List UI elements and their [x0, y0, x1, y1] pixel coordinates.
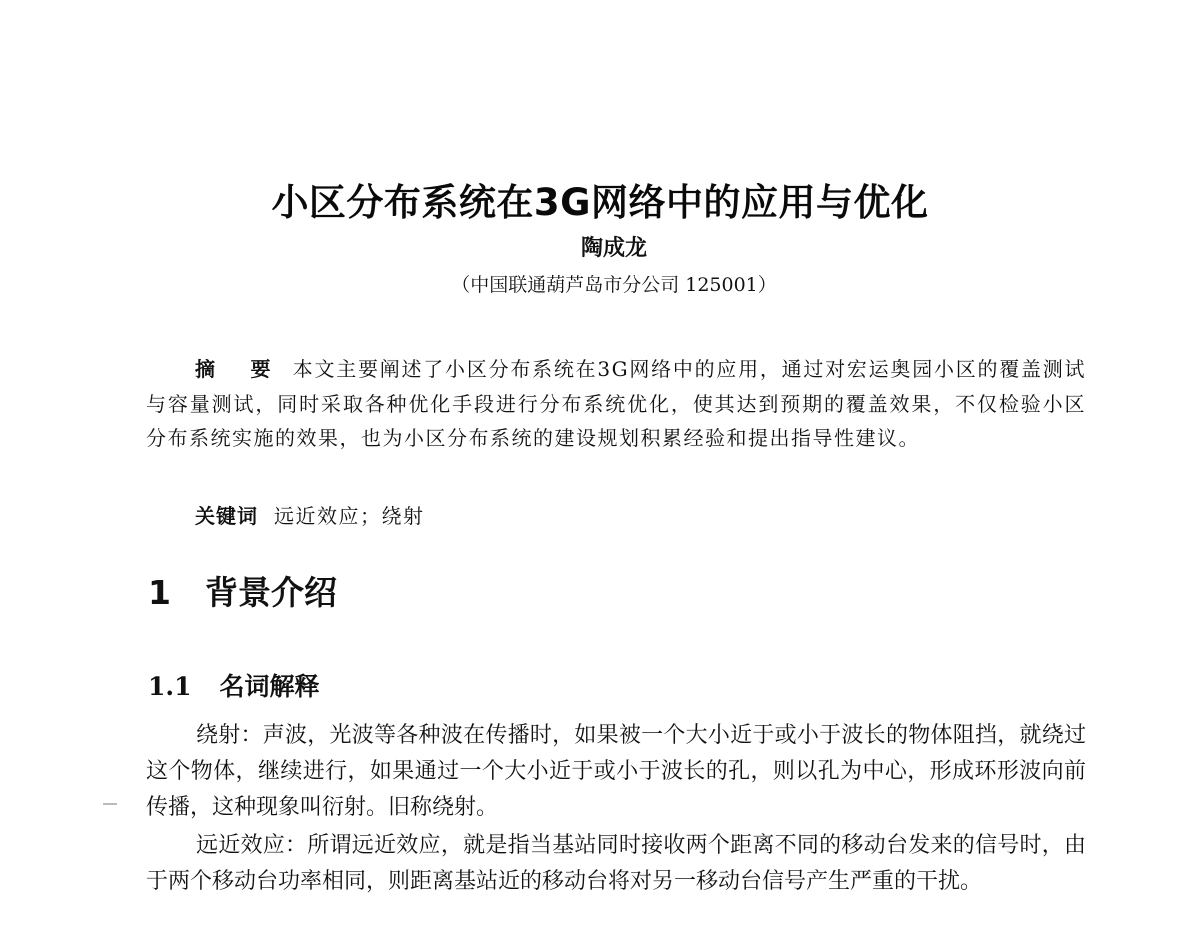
author-name: 陶成龙 [580, 236, 647, 261]
section-number: 1 [148, 573, 171, 612]
keywords-text: 远近效应；绕射 [274, 504, 425, 528]
body-paragraph-near-far: 远近效应：所谓远近效应，就是指当基站同时接收两个距离不同的移动台发来的信号时，由于两个移动台功率相同，则距离基站近的移动台将对另一移动台信号产生严重的干扰。 [146, 833, 1086, 894]
keywords-label: 关键词 [195, 504, 258, 528]
subsection-heading-1-1 [148, 667, 320, 703]
paper-title: 小区分布系统在3G网络中的应用与优化 [271, 181, 929, 224]
section-heading-1 [148, 567, 337, 614]
body-paragraph-diffraction: 绕射：声波，光波等各种波在传播时，如果被一个大小近于或小于波长的物体阻挡，就绕过这个物体，继续进行，如果通过一个大小近于或小于波长的孔，则以孔为中心，形成环形波向前传播，这种现象叫衍射。旧称绕射。 [146, 723, 1086, 820]
author-affiliation: （中国联通葫芦岛市分公司 125001） [451, 274, 777, 296]
abstract-text: 本文主要阐述了小区分布系统在3G网络中的应用，通过对宏运奥园小区的覆盖测试与容量测试，同时采取各种优化手段进行分布系统优化，使其达到预期的覆盖效果，不仅检验小区分布系统实施的效果，也为小区分布系统的建设规划积累经验和提出指导性建议。 [146, 357, 1087, 450]
subsection-title: 名词解释 [219, 672, 320, 701]
abstract-label: 摘 要 [195, 357, 285, 381]
abstract-paragraph [146, 352, 1086, 456]
subsection-number: 1.1 [148, 672, 192, 701]
section-title: 背景介绍 [204, 573, 337, 612]
keywords-line [195, 500, 425, 529]
margin-mark [103, 803, 117, 805]
